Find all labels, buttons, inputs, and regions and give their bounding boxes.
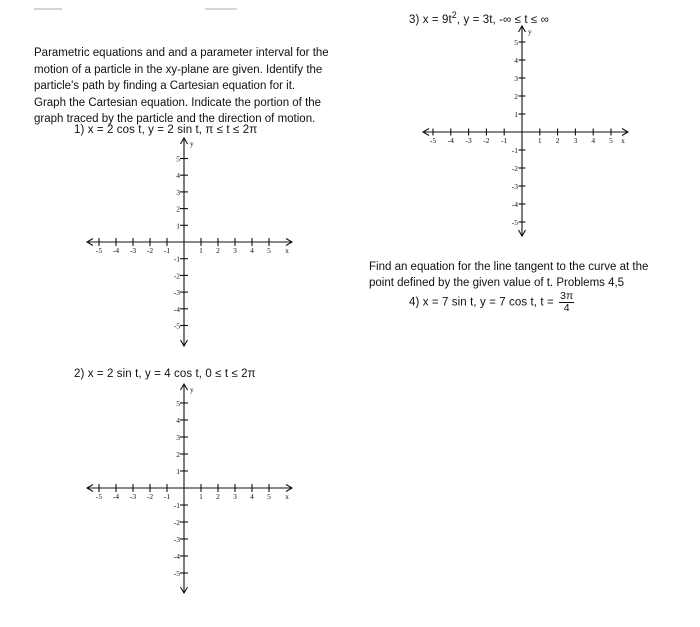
problem-number: 3): [409, 13, 420, 26]
y-tick-label: -2: [173, 518, 180, 527]
instructions-line: particle's path by finding a Cartesian equation for it.: [34, 80, 296, 92]
y-tick-label: 3: [176, 433, 180, 442]
y-tick-label: -3: [173, 535, 180, 544]
problem-equation-part: , y = 3t, -∞ ≤ t ≤ ∞: [456, 13, 549, 26]
y-tick-label: -1: [173, 501, 180, 510]
y-tick-label: -1: [173, 254, 180, 264]
y-tick-label: 5: [176, 154, 180, 164]
problem-number: 2): [74, 368, 85, 380]
fraction-denominator: 4: [563, 302, 570, 314]
y-axis-name: y: [190, 139, 194, 148]
y-tick-label: 1: [514, 110, 518, 119]
y-tick-label: -5: [173, 569, 180, 578]
x-tick-label: 3: [233, 246, 237, 255]
x-tick-label: -5: [429, 136, 437, 145]
x-tick-label: 2: [216, 492, 220, 501]
x-tick-label: 2: [555, 136, 560, 145]
y-tick-label: 4: [514, 56, 518, 65]
y-tick-label: -4: [511, 200, 518, 209]
x-tick-label: -1: [163, 246, 171, 255]
instructions-line: motion of a particle in the xy-plane are given. Identify the: [34, 63, 323, 76]
y-tick-label: 1: [176, 467, 180, 476]
y-tick-label: 4: [176, 171, 180, 181]
x-tick-label: -4: [112, 492, 120, 501]
x-tick-label: -1: [163, 492, 171, 501]
instructions-line: Parametric equations and and a parameter interval for the: [34, 47, 329, 59]
x-tick-label: 1: [537, 136, 542, 145]
x-tick-label: -5: [95, 492, 103, 501]
y-tick-label: 4: [176, 416, 180, 425]
x-axis-name: x: [285, 492, 289, 501]
tangent-line: point defined by the given value of t. Problems 4,5: [369, 277, 625, 289]
y-tick-label: -4: [173, 552, 180, 561]
y-axis-name: y: [190, 385, 194, 394]
problem-number: 1): [74, 124, 85, 136]
x-tick-label: 3: [573, 136, 578, 145]
problem-equation: x = 2 cos t, y = 2 sin t, π ≤ t ≤ 2π: [87, 124, 258, 136]
x-axis-name: x: [285, 246, 289, 255]
y-tick-label: -3: [173, 288, 180, 298]
x-tick-label: 5: [609, 136, 613, 145]
x-tick-label: 5: [267, 492, 271, 501]
problem-equation: x = 2 sin t, y = 4 cos t, 0 ≤ t ≤ 2π: [87, 368, 256, 380]
x-tick-label: 1: [199, 246, 203, 255]
x-tick-label: -4: [112, 246, 120, 255]
x-tick-label: -3: [129, 492, 137, 501]
y-tick-label: 2: [176, 204, 180, 214]
x-tick-label: 4: [250, 246, 254, 255]
x-axis-name: x: [621, 136, 625, 145]
x-tick-label: -2: [146, 246, 154, 255]
x-tick-label: 5: [267, 246, 271, 255]
tangent-line: Find an equation for the line tangent to the curve at the: [369, 261, 649, 273]
x-tick-label: 4: [591, 136, 596, 145]
x-tick-label: -3: [129, 246, 137, 255]
x-tick-label: -4: [447, 136, 454, 145]
y-tick-label: 2: [176, 450, 180, 459]
problem-equation-part: x = 9t: [422, 13, 452, 26]
y-tick-label: 1: [176, 221, 180, 231]
x-tick-label: -2: [146, 492, 154, 501]
y-tick-label: 2: [514, 92, 518, 101]
problem-number: 4): [409, 296, 420, 309]
y-tick-label: 3: [176, 187, 180, 197]
x-tick-label: 3: [233, 492, 237, 501]
y-tick-label: -2: [511, 164, 518, 173]
x-tick-label: -3: [465, 136, 472, 145]
y-axis-name: y: [528, 27, 532, 36]
instructions-line: graph traced by the particle and the direction of motion.: [34, 113, 316, 125]
y-tick-label: 5: [176, 399, 180, 408]
y-tick-label: -1: [511, 146, 518, 155]
problem-equation: x = 7 sin t, y = 7 cos t, t =: [422, 296, 554, 309]
instructions-line: Graph the Cartesian equation. Indicate the portion of the: [34, 96, 322, 109]
y-tick-label: 3: [514, 74, 518, 83]
y-tick-label: -4: [173, 304, 180, 314]
problem-exponent: 2: [451, 10, 457, 20]
y-tick-label: -5: [511, 218, 518, 227]
x-tick-label: 4: [250, 492, 254, 501]
y-tick-label: -2: [173, 271, 180, 281]
x-tick-label: -5: [95, 246, 103, 255]
x-tick-label: -2: [483, 136, 490, 145]
fraction-numerator: 3π: [560, 290, 574, 302]
y-tick-label: -3: [511, 182, 518, 191]
y-tick-label: -5: [173, 321, 180, 331]
y-tick-label: 5: [514, 38, 518, 47]
x-tick-label: 1: [199, 492, 203, 501]
x-tick-label: 2: [216, 246, 220, 255]
x-tick-label: -1: [501, 136, 508, 145]
